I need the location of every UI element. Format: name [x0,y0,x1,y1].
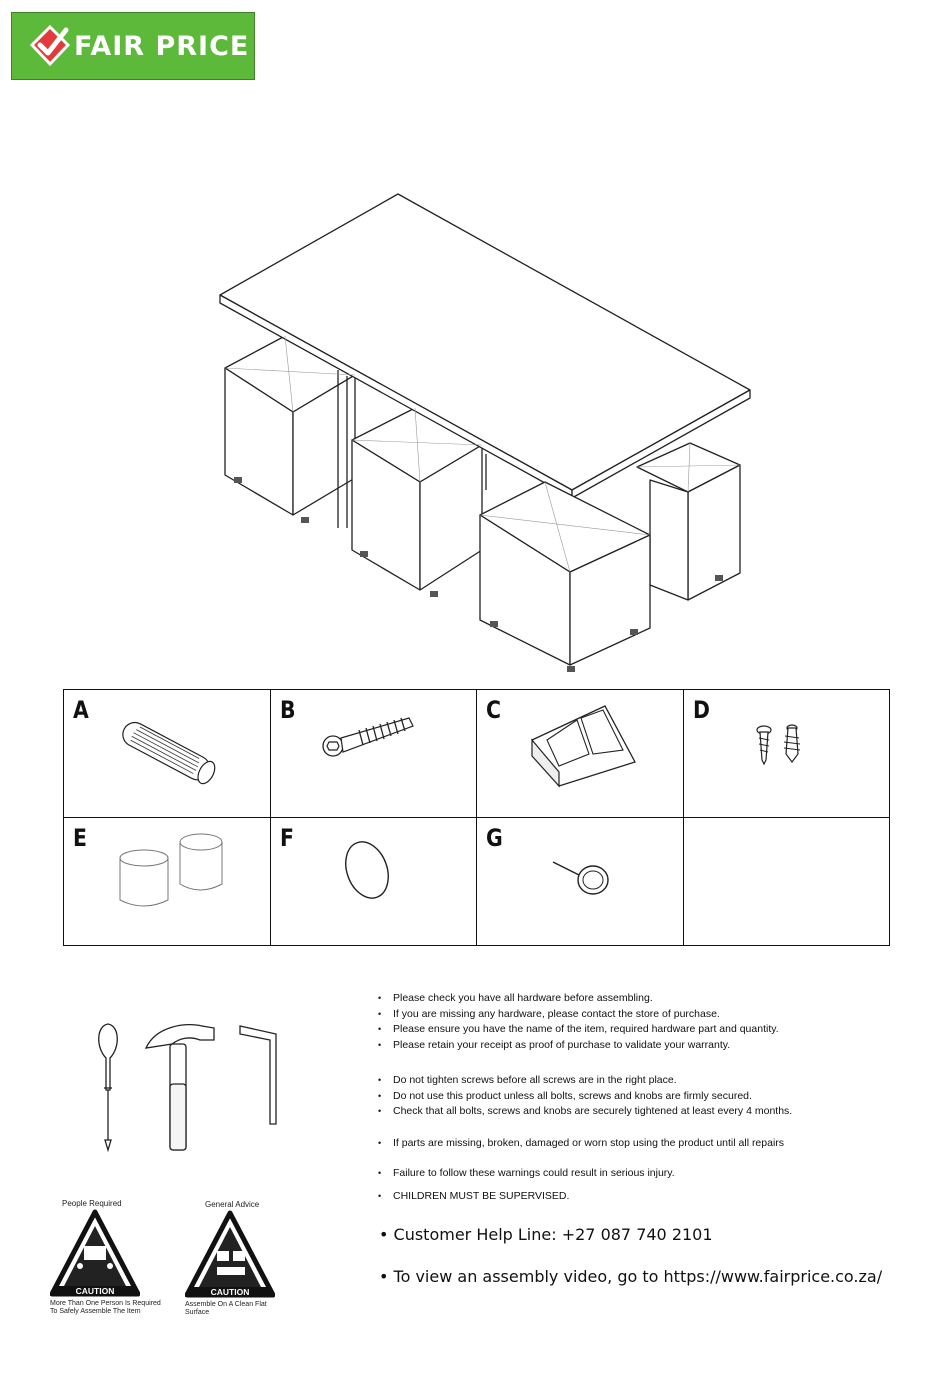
part-letter: F [279,824,294,852]
part-cell-b [270,690,477,818]
caution-sign-general [185,1200,280,1317]
allen-key-icon [240,1026,276,1124]
wood-screws-icon [684,690,890,817]
wooden-dowel-icon [64,690,270,817]
sign-caption: General Advice [205,1200,260,1209]
customer-help-line: • Customer Help Line: +27 087 740 2101 [379,1225,713,1244]
note-item: • Please retain your receipt as proof of purchase to validate your warranty. [378,1038,779,1054]
hardware-parts-table [63,689,890,946]
sign-footer: Assemble On A Clean Flat Surface [185,1301,267,1317]
part-letter: D [692,696,710,724]
warning-note [378,1166,675,1182]
part-cell-e [64,818,271,946]
sign-footer: More Than One Person Is Required To Safely Assemble The Item [50,1300,161,1316]
phillips-screwdriver-icon [99,1024,118,1150]
cover-cap-icon [271,818,477,945]
note-item: • Do not tighten screws before all screws are in the right place. [378,1073,792,1089]
caution-triangle-icon [50,1208,140,1300]
repair-note [378,1136,784,1152]
sign-title: CAUTION [75,1286,115,1296]
part-letter: C [486,696,501,724]
required-tools [90,1018,290,1158]
caution-sign-people [50,1199,165,1316]
part-cell-f [270,818,477,946]
part-letter: B [279,696,296,724]
safety-notes [378,1073,792,1120]
brand-name: FAIR PRICE [74,30,250,62]
note-item: • CHILDREN MUST BE SUPERVISED. [378,1189,569,1205]
glide-nail-icon [477,818,683,945]
hammer-icon [146,1025,214,1150]
part-cell-empty [683,818,890,946]
note-item: • If parts are missing, broken, damaged or worn stop using the product until all repairs [378,1136,784,1152]
caution-triangle-icon [185,1209,275,1301]
note-item: • Please check you have all hardware before assembling. [378,991,779,1007]
sign-caption: People Required [62,1199,122,1208]
part-letter: A [73,696,89,724]
sign-title: CAUTION [210,1287,250,1297]
note-item: • Check that all bolts, screws and knobs are securely tightened at least every 4 months. [378,1104,792,1120]
brand-logo [11,12,255,80]
checkmark-tag-icon [28,24,72,68]
hardware-notes [378,991,779,1053]
part-letter: E [73,824,87,852]
leg-caps-icon [64,818,270,945]
note-item: • If you are missing any hardware, please contact the store of purchase. [378,1007,779,1023]
note-item: • Please ensure you have the name of the item, required hardware part and quantity. [378,1022,779,1038]
connector-bolt-icon [271,690,477,817]
table-with-ottomans-illustration [210,190,770,680]
part-cell-g [477,818,684,946]
part-cell-a [64,690,271,818]
children-note [378,1189,569,1205]
part-cell-d [683,690,890,818]
corner-bracket-icon [477,690,683,817]
note-item: • Do not use this product unless all bolts, screws and knobs are firmly secured. [378,1089,792,1105]
part-letter: G [486,824,503,852]
part-cell-c [477,690,684,818]
assembly-video-link[interactable]: • To view an assembly video, go to https://www.fairprice.co.za/ [379,1267,883,1286]
note-item: • Failure to follow these warnings could result in serious injury. [378,1166,675,1182]
